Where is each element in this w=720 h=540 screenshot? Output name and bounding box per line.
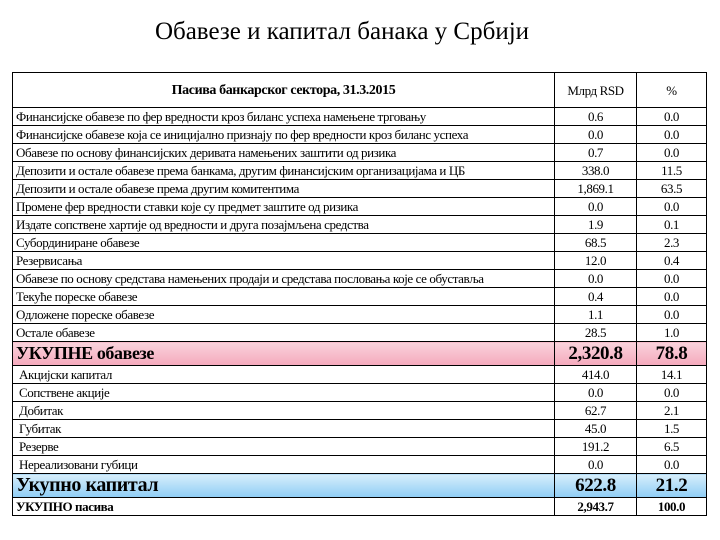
row-value: 1,869.1 xyxy=(555,180,637,198)
row-label: Финансијске обавезе по фер вредности кроз биланс успеха намењене трговању xyxy=(13,108,555,126)
table-row xyxy=(13,180,707,198)
table-row xyxy=(13,252,707,270)
row-label: Депозити и остале обавезе према банкама, другим финансијским организацијама и ЦБ xyxy=(13,162,555,180)
row-value: 0.0 xyxy=(555,126,637,144)
row-value: 0.0 xyxy=(555,198,637,216)
row-value: 62.7 xyxy=(555,402,637,420)
row-label: УКУПНЕ обавезе xyxy=(13,342,555,366)
row-pct: 0.1 xyxy=(637,216,707,234)
row-pct: 0.0 xyxy=(637,126,707,144)
row-pct: 0.0 xyxy=(637,456,707,474)
table-row xyxy=(13,438,707,456)
table-row xyxy=(13,108,707,126)
row-value: 45.0 xyxy=(555,420,637,438)
row-label: Депозити и остале обавезе према другим комитентима xyxy=(13,180,555,198)
row-pct: 0.0 xyxy=(637,198,707,216)
row-label: Субординиране обавезе xyxy=(13,234,555,252)
row-value: 0.0 xyxy=(555,384,637,402)
row-label: Обавезе по основу финансијских деривата намењених заштити од ризика xyxy=(13,144,555,162)
row-value: 1.9 xyxy=(555,216,637,234)
row-value: 68.5 xyxy=(555,234,637,252)
row-label: Издате сопствене хартије од вредности и друга позајмљена средства xyxy=(13,216,555,234)
row-value: 0.6 xyxy=(555,108,637,126)
row-label: Нереализовани губици xyxy=(13,456,555,474)
row-value: 2,320.8 xyxy=(555,342,637,366)
row-value: 622.8 xyxy=(555,474,637,498)
row-pct: 63.5 xyxy=(637,180,707,198)
total-liabilities-row xyxy=(13,342,707,366)
header-value: Млрд RSD xyxy=(555,73,637,108)
row-label: Добитак xyxy=(13,402,555,420)
table-row xyxy=(13,270,707,288)
row-pct: 2.3 xyxy=(637,234,707,252)
table-header xyxy=(13,73,707,108)
row-value: 2,943.7 xyxy=(555,498,637,516)
row-value: 0.4 xyxy=(555,288,637,306)
row-value: 0.7 xyxy=(555,144,637,162)
row-pct: 14.1 xyxy=(637,366,707,384)
row-pct: 0.0 xyxy=(637,108,707,126)
row-label: Резервисања xyxy=(13,252,555,270)
table-row xyxy=(13,306,707,324)
table-row xyxy=(13,126,707,144)
liabilities-table xyxy=(12,72,707,516)
table-row xyxy=(13,420,707,438)
table-row xyxy=(13,234,707,252)
row-pct: 1.0 xyxy=(637,324,707,342)
table-row xyxy=(13,402,707,420)
row-value: 338.0 xyxy=(555,162,637,180)
row-value: 0.0 xyxy=(555,270,637,288)
row-pct: 100.0 xyxy=(637,498,707,516)
row-label: Губитак xyxy=(13,420,555,438)
row-value: 12.0 xyxy=(555,252,637,270)
row-value: 414.0 xyxy=(555,366,637,384)
row-pct: 0.0 xyxy=(637,384,707,402)
table-row xyxy=(13,198,707,216)
table-row xyxy=(13,324,707,342)
row-pct: 6.5 xyxy=(637,438,707,456)
table-row xyxy=(13,456,707,474)
table-row xyxy=(13,288,707,306)
row-label: Укупно капитал xyxy=(13,474,555,498)
row-pct: 0.0 xyxy=(637,270,707,288)
row-pct: 21.2 xyxy=(637,474,707,498)
page-title: Обавезе и капитал банака у Србији xyxy=(154,18,530,45)
row-label: Промене фер вредности ставки које су предмет заштите од ризика xyxy=(13,198,555,216)
table-row xyxy=(13,366,707,384)
row-label: Остале обавезе xyxy=(13,324,555,342)
row-pct: 78.8 xyxy=(637,342,707,366)
table-row xyxy=(13,384,707,402)
row-pct: 0.4 xyxy=(637,252,707,270)
row-label: Обавезе по основу средстава намењених продаји и средстава пословања које се обуставља xyxy=(13,270,555,288)
row-label: Финансијске обавезе која се иницијално признају по фер вредности кроз биланс успеха xyxy=(13,126,555,144)
row-pct: 0.0 xyxy=(637,306,707,324)
row-label: Резерве xyxy=(13,438,555,456)
row-pct: 0.0 xyxy=(637,144,707,162)
row-value: 0.0 xyxy=(555,456,637,474)
table-row xyxy=(13,162,707,180)
row-label: Акцијски капитал xyxy=(13,366,555,384)
total-passive-row xyxy=(13,498,707,516)
row-label: Одложене пореске обавезе xyxy=(13,306,555,324)
table-row xyxy=(13,144,707,162)
header-label: Пасива банкарског сектора, 31.3.2015 xyxy=(13,73,555,108)
row-label: УКУПНО пасива xyxy=(13,498,555,516)
row-pct: 1.5 xyxy=(637,420,707,438)
table-row xyxy=(13,216,707,234)
row-label: Текуће пореске обавезе xyxy=(13,288,555,306)
row-label: Сопствене акције xyxy=(13,384,555,402)
row-pct: 0.0 xyxy=(637,288,707,306)
total-capital-row xyxy=(13,474,707,498)
header-pct: % xyxy=(637,73,707,108)
row-pct: 11.5 xyxy=(637,162,707,180)
row-value: 191.2 xyxy=(555,438,637,456)
row-value: 28.5 xyxy=(555,324,637,342)
row-value: 1.1 xyxy=(555,306,637,324)
row-pct: 2.1 xyxy=(637,402,707,420)
